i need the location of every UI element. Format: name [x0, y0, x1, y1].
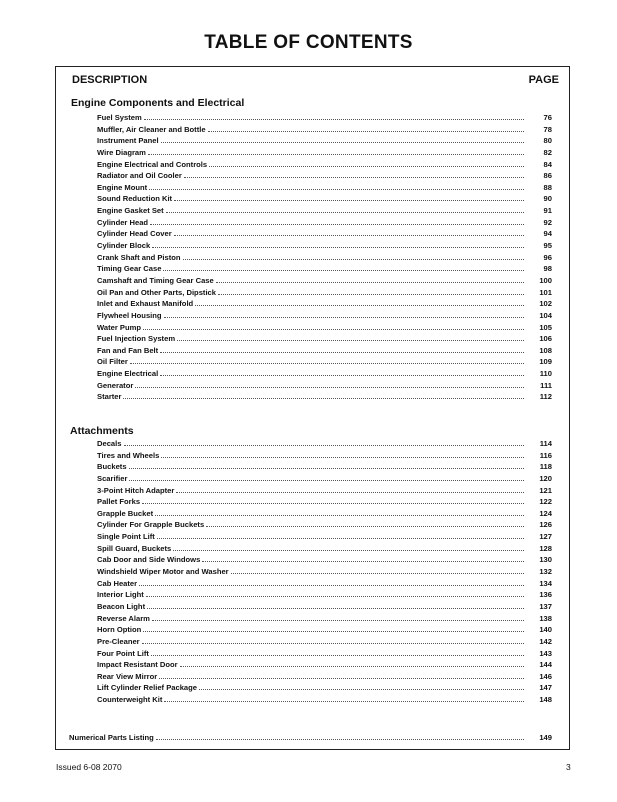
entry-label: Cab Heater	[97, 578, 138, 588]
page-number: 3	[566, 762, 571, 772]
toc-entry[interactable]	[97, 588, 552, 600]
dot-leader	[149, 181, 524, 190]
entry-page: 114	[539, 439, 552, 448]
dot-leader	[164, 309, 524, 318]
numerical-parts-entry[interactable]	[69, 731, 552, 743]
dot-leader	[129, 460, 524, 469]
toc-entry[interactable]	[97, 542, 552, 554]
entry-page: 121	[539, 485, 552, 495]
entry-label: Tires and Wheels	[97, 450, 160, 460]
entry-label: Starter	[97, 392, 122, 402]
entry-page: 132	[539, 567, 552, 577]
dot-leader	[156, 731, 524, 740]
entry-page: 109	[539, 357, 552, 367]
dot-leader	[147, 600, 524, 609]
dot-leader	[209, 158, 524, 167]
toc-entry[interactable]	[97, 577, 552, 589]
dot-leader	[155, 507, 524, 516]
page-title: TABLE OF CONTENTS	[204, 32, 413, 53]
entry-label: Timing Gear Case	[97, 264, 162, 274]
toc-entry[interactable]	[97, 146, 552, 158]
entry-label: Cylinder For Grapple Buckets	[97, 520, 205, 530]
entry-label: Pre-Cleaner	[97, 636, 140, 646]
entry-page: 127	[539, 532, 552, 542]
entry-page: 104	[539, 310, 552, 320]
entry-label: Buckets	[97, 462, 127, 472]
entry-label: Rear View Mirror	[97, 671, 158, 681]
toc-entry[interactable]	[97, 134, 552, 146]
dot-leader	[180, 658, 524, 667]
toc-entry[interactable]	[97, 239, 552, 251]
issued-footer: Issued 6-08 2070	[56, 762, 122, 772]
engine-entries	[97, 111, 552, 402]
entry-page: 111	[540, 380, 552, 390]
entry-page: 88	[543, 182, 552, 192]
section-heading-engine: Engine Components and Electrical	[71, 97, 245, 109]
entry-label: Oil Filter	[97, 357, 128, 367]
entry-page: 78	[543, 124, 552, 134]
entry-label: Horn Option	[97, 625, 142, 635]
dot-leader	[218, 286, 524, 295]
dot-leader	[124, 437, 525, 446]
entry-label: Generator	[97, 380, 134, 390]
toc-entry[interactable]	[97, 355, 552, 367]
toc-entry[interactable]	[97, 123, 552, 135]
entry-page: 80	[543, 136, 552, 146]
description-header: DESCRIPTION	[72, 74, 148, 86]
entry-page: 137	[539, 601, 552, 611]
entry-page: 91	[543, 206, 552, 216]
toc-entry[interactable]	[97, 495, 552, 507]
entry-page: 130	[539, 555, 552, 565]
toc-entry[interactable]	[97, 158, 552, 170]
toc-entry[interactable]	[97, 309, 552, 321]
entry-page: 143	[539, 648, 552, 658]
dot-leader	[161, 134, 524, 143]
toc-entry[interactable]	[97, 518, 552, 530]
entry-page: 120	[539, 473, 552, 483]
toc-entry[interactable]	[97, 321, 552, 333]
entry-label: Decals	[97, 439, 122, 448]
entry-page: 128	[539, 543, 552, 553]
toc-entry[interactable]	[97, 251, 552, 263]
entry-label: Crank Shaft and Piston	[97, 252, 181, 262]
dot-leader	[142, 495, 524, 504]
toc-entry[interactable]	[97, 274, 552, 286]
dot-leader	[174, 227, 524, 236]
entry-page: 86	[543, 171, 552, 181]
entry-page: 90	[543, 194, 552, 204]
entry-page: 105	[539, 322, 552, 332]
entry-label: Grapple Bucket	[97, 508, 154, 518]
entry-page: 108	[539, 345, 552, 355]
toc-entry[interactable]	[97, 216, 552, 228]
dot-leader	[176, 484, 524, 493]
entry-label: Windshield Wiper Motor and Washer	[97, 567, 229, 577]
toc-entry[interactable]	[97, 460, 552, 472]
dot-leader	[160, 344, 524, 353]
entry-label: Wire Diagram	[97, 147, 146, 157]
entry-page: 134	[539, 578, 552, 588]
toc-entry[interactable]	[97, 344, 552, 356]
entry-label: 3-Point Hitch Adapter	[97, 485, 175, 495]
entry-page: 102	[539, 299, 552, 309]
entry-page: 82	[543, 147, 552, 157]
entry-label: Engine Electrical	[97, 369, 159, 379]
entry-label: Fuel System	[97, 113, 142, 122]
dot-leader	[231, 565, 524, 574]
dot-leader	[199, 681, 524, 690]
toc-entry[interactable]	[97, 530, 552, 542]
dot-leader	[174, 192, 524, 201]
dot-leader	[184, 169, 524, 178]
toc-entry[interactable]	[97, 484, 552, 496]
entry-page: 142	[539, 636, 552, 646]
entry-label: Flywheel Housing	[97, 310, 162, 320]
entry-label: Muffler, Air Cleaner and Bottle	[97, 124, 206, 134]
dot-leader	[150, 216, 524, 225]
entry-label: Engine Mount	[97, 182, 148, 192]
entry-label: Single Point Lift	[97, 532, 155, 542]
entry-page: 94	[543, 229, 552, 239]
toc-entry[interactable]	[97, 437, 552, 449]
dot-leader	[143, 321, 524, 330]
entry-page: 124	[539, 508, 552, 518]
dot-leader	[183, 251, 524, 260]
entry-page: 146	[539, 671, 552, 681]
entry-label: Counterweight Kit	[97, 695, 163, 705]
toc-entry[interactable]	[97, 623, 552, 635]
toc-entry[interactable]	[97, 647, 552, 659]
entry-page: 92	[543, 217, 552, 227]
entry-label: Camshaft and Timing Gear Case	[97, 275, 214, 285]
toc-entry[interactable]	[97, 681, 552, 693]
entry-page: 116	[539, 450, 552, 460]
toc-entry[interactable]	[97, 472, 552, 484]
entry-label: Cab Door and Side Windows	[97, 555, 201, 565]
entry-label: Beacon Light	[97, 601, 146, 611]
entry-label: Numerical Parts Listing	[69, 733, 154, 742]
entry-page: 100	[539, 275, 552, 285]
dot-leader	[151, 647, 524, 656]
toc-entry[interactable]	[97, 670, 552, 682]
dot-leader	[166, 204, 524, 213]
toc-entry[interactable]	[97, 693, 552, 705]
dot-leader	[173, 542, 524, 551]
toc-entry[interactable]	[97, 612, 552, 624]
entry-label: Oil Pan and Other Parts, Dipstick	[97, 287, 217, 297]
dot-leader	[143, 623, 524, 632]
entry-page: 118	[539, 462, 552, 472]
entry-page: 140	[539, 625, 552, 635]
entry-label: Scarifier	[97, 473, 128, 483]
toc-entry[interactable]	[97, 262, 552, 274]
dot-leader	[202, 553, 524, 562]
entry-label: Water Pump	[97, 322, 142, 332]
entry-label: Instrument Panel	[97, 136, 159, 146]
dot-leader	[135, 379, 524, 388]
entry-page: 110	[539, 369, 552, 379]
entry-label: Impact Resistant Door	[97, 660, 178, 670]
dot-leader	[157, 530, 524, 539]
entry-label: Cylinder Head	[97, 217, 149, 227]
dot-leader	[163, 262, 524, 271]
entry-label: Engine Electrical and Controls	[97, 159, 208, 169]
entry-page: 126	[539, 520, 552, 530]
toc-entry[interactable]	[97, 227, 552, 239]
dot-leader	[123, 390, 524, 399]
entry-label: Fan and Fan Belt	[97, 345, 159, 355]
toc-entry[interactable]	[97, 379, 552, 391]
toc-entry[interactable]	[97, 390, 552, 402]
dot-leader	[161, 449, 524, 458]
entry-page: 98	[543, 264, 552, 274]
dot-leader	[148, 146, 524, 155]
entry-page: 84	[543, 159, 552, 169]
dot-leader	[159, 670, 524, 679]
entry-label: Interior Light	[97, 590, 144, 600]
entry-page: 106	[539, 334, 552, 344]
toc-entry[interactable]	[97, 297, 552, 309]
dot-leader	[208, 123, 524, 132]
dot-leader	[139, 577, 524, 586]
entry-label: Four Point Lift	[97, 648, 149, 658]
attachments-entries	[97, 437, 552, 705]
dot-leader	[177, 332, 524, 341]
toc-entry[interactable]	[97, 204, 552, 216]
entry-label: Inlet and Exhaust Manifold	[97, 299, 194, 309]
entry-page: 112	[539, 392, 552, 402]
dot-leader	[160, 367, 524, 376]
dot-leader	[130, 355, 524, 364]
entry-page: 101	[539, 287, 552, 297]
toc-entry[interactable]	[97, 332, 552, 344]
section-heading-attachments: Attachments	[70, 425, 134, 437]
toc-entry[interactable]	[97, 367, 552, 379]
dot-leader	[195, 297, 524, 306]
entry-label: Cylinder Block	[97, 241, 151, 251]
dot-leader	[152, 239, 524, 248]
page-header: PAGE	[528, 74, 559, 86]
entry-page: 96	[543, 252, 552, 262]
toc-entry[interactable]	[97, 449, 552, 461]
dot-leader	[129, 472, 524, 481]
entry-label: Fuel Injection System	[97, 334, 176, 344]
dot-leader	[144, 111, 524, 120]
entry-page: 76	[543, 113, 552, 122]
entry-label: Reverse Alarm	[97, 613, 150, 623]
entry-page: 147	[539, 683, 552, 693]
dot-leader	[152, 612, 524, 621]
dot-leader	[146, 588, 524, 597]
entry-page: 95	[543, 241, 552, 251]
toc-entry[interactable]	[97, 658, 552, 670]
dot-leader	[142, 635, 524, 644]
entry-label: Cylinder Head Cover	[97, 229, 172, 239]
entry-label: Radiator and Oil Cooler	[97, 171, 182, 181]
toc-entry[interactable]	[97, 507, 552, 519]
dot-leader	[216, 274, 524, 283]
entry-page: 138	[539, 613, 552, 623]
entry-page: 122	[539, 497, 552, 507]
dot-leader	[164, 693, 524, 702]
entry-page: 136	[539, 590, 552, 600]
toc-entry[interactable]	[97, 181, 552, 193]
entry-label: Pallet Forks	[97, 497, 141, 507]
dot-leader	[206, 518, 524, 527]
toc-entry[interactable]	[97, 553, 552, 565]
entry-page: 149	[539, 733, 552, 742]
toc-entry[interactable]	[97, 111, 552, 123]
entry-page: 144	[539, 660, 552, 670]
entry-label: Engine Gasket Set	[97, 206, 164, 216]
toc-entry[interactable]	[97, 600, 552, 612]
toc-entry[interactable]	[97, 286, 552, 298]
entry-label: Spill Guard, Buckets	[97, 543, 172, 553]
toc-entry[interactable]	[97, 192, 552, 204]
toc-entry[interactable]	[97, 635, 552, 647]
toc-entry[interactable]	[97, 565, 552, 577]
entry-label: Sound Reduction Kit	[97, 194, 173, 204]
entry-page: 148	[539, 695, 552, 705]
toc-entry[interactable]	[97, 169, 552, 181]
entry-label: Lift Cylinder Relief Package	[97, 683, 198, 693]
